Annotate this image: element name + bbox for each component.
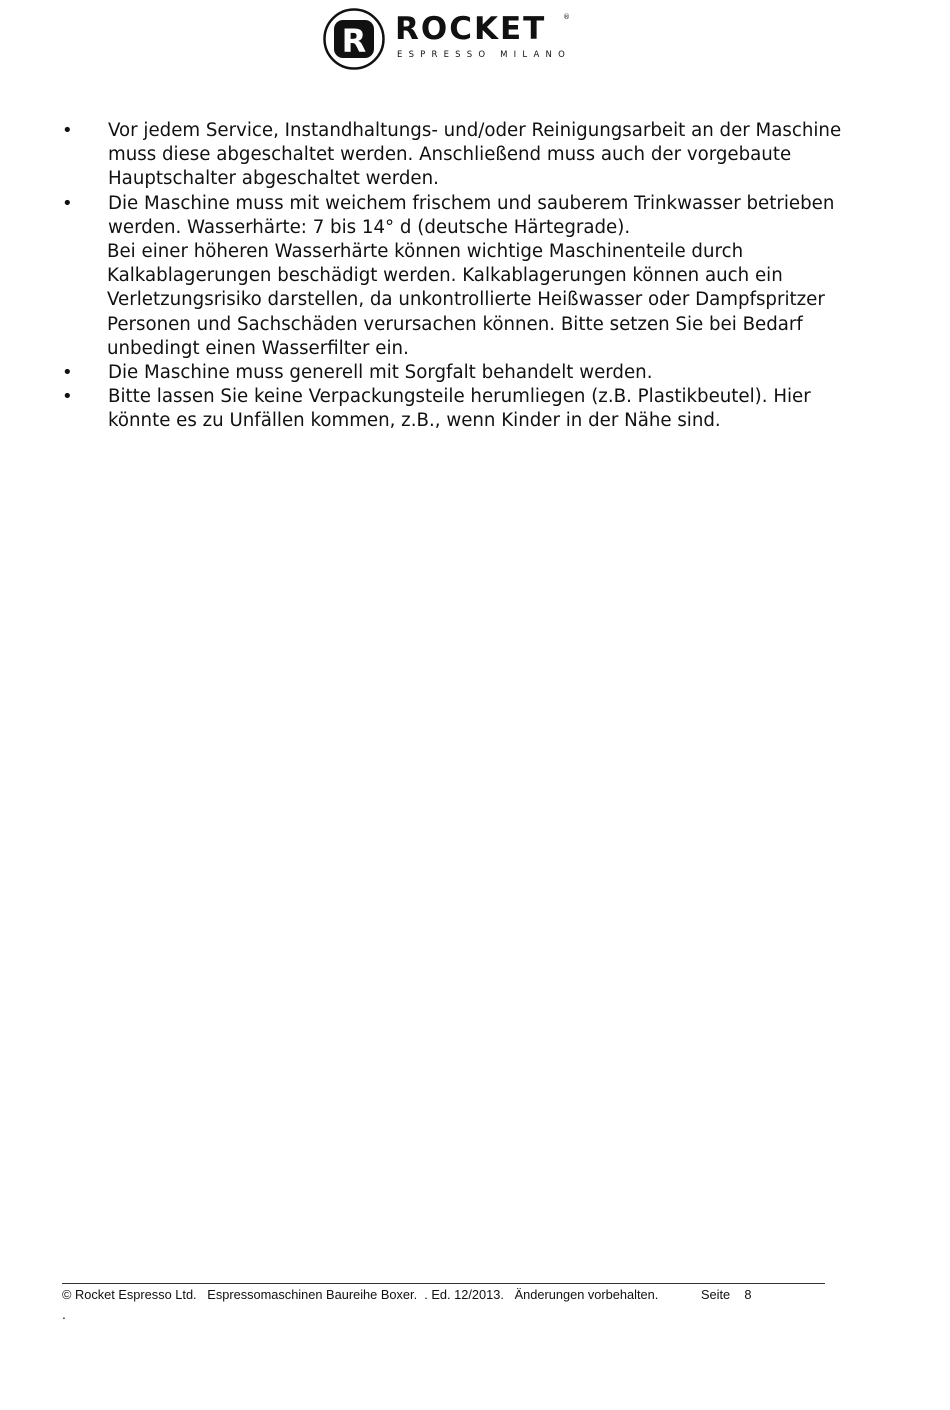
- list-item-line: könnte es zu Unfällen kommen, z.B., wenn Kinder in der Nähe sind.: [108, 410, 721, 432]
- list-item-subline: Verletzungsrisiko darstellen, da unkontrollierte Heißwasser oder Dampfspritzer: [107, 289, 825, 311]
- logo-letter: R: [341, 22, 367, 60]
- logo-tagline: ESPRESSO MILANO: [397, 50, 571, 60]
- registered-mark: ®: [563, 13, 570, 21]
- rocket-r-emblem-icon: [323, 8, 385, 70]
- list-item: [62, 361, 852, 385]
- page-footer: © Rocket Espresso Ltd. Espressomaschinen Baureihe Boxer. . Ed. 12/2013. Änderungen vorbehalten. Seite 8: [62, 1287, 752, 1302]
- list-item: [62, 385, 852, 433]
- list-item-line: Hauptschalter abgeschaltet werden.: [108, 168, 439, 190]
- footer-divider: [62, 1283, 825, 1284]
- list-item-line: werden. Wasserhärte: 7 bis 14° d (deutsche Härtegrade).: [108, 216, 631, 238]
- list-item-line: Die Maschine muss generell mit Sorgfalt behandelt werden.: [108, 362, 653, 384]
- list-item-subline: Kalkablagerungen beschädigt werden. Kalkablagerungen können auch ein: [107, 265, 783, 287]
- safety-instructions-list: [62, 119, 852, 434]
- bullet-icon: •: [62, 386, 73, 408]
- logo-wordmark: ROCKET: [395, 11, 547, 47]
- list-item-subline: Personen und Sachschäden verursachen können. Bitte setzen Sie bei Bedarf: [107, 313, 803, 335]
- list-item: [62, 119, 852, 192]
- list-item-subline: unbedingt einen Wasserfilter ein.: [107, 337, 409, 359]
- rocket-logo: [323, 8, 573, 70]
- list-item: [62, 192, 852, 361]
- list-item-line: Vor jedem Service, Instandhaltungs- und/oder Reinigungsarbeit an der Maschine: [108, 120, 842, 141]
- footer-trailing-mark: .: [62, 1306, 66, 1322]
- bullet-icon: •: [62, 362, 73, 384]
- list-item-subline: Bei einer höheren Wasserhärte können wichtige Maschinenteile durch: [107, 241, 744, 263]
- bullet-icon: •: [62, 120, 73, 141]
- list-item-line: Die Maschine muss mit weichem frischem und sauberem Trinkwasser betrieben: [108, 192, 835, 214]
- list-item-line: Bitte lassen Sie keine Verpackungsteile herumliegen (z.B. Plastikbeutel). Hier: [108, 386, 811, 408]
- list-item-line: muss diese abgeschaltet werden. Anschließend muss auch der vorgebaute: [108, 144, 792, 166]
- bullet-icon: •: [62, 192, 73, 214]
